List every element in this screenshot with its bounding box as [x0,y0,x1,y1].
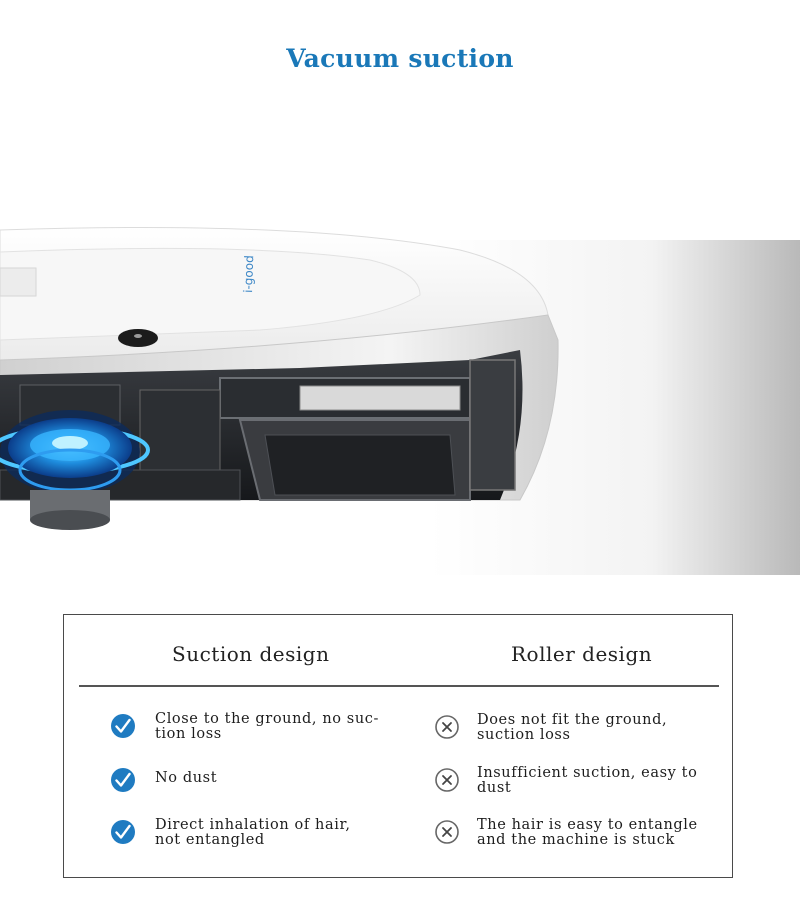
suction-point-text: Close to the ground, no suc- tion loss [155,711,380,742]
check-circle-icon [110,819,136,845]
suction-point [110,712,379,742]
suction-design-header: Suction design [172,642,330,666]
suction-point-text: Direct inhalation of hair, not entangled [155,817,351,848]
robot-vacuum-cutaway-image [0,200,800,580]
cross-circle-icon [434,714,460,740]
svg-text:i-good: i-good [241,255,257,294]
suction-point [110,818,351,848]
check-circle-icon [110,713,136,739]
header-divider [79,685,719,687]
roller-design-header: Roller design [511,642,653,666]
comparison-table [63,614,733,878]
roller-point-text: The hair is easy to entangle and the machine is stuck [477,817,698,848]
cross-circle-icon [434,819,460,845]
roller-point [434,766,697,796]
roller-point [434,713,667,743]
check-circle-icon [110,767,136,793]
cross-circle-icon [434,767,460,793]
roller-point-text: Insufficient suction, easy to dust [477,765,698,796]
page-title: Vacuum suction [286,44,514,73]
roller-point-text: Does not fit the ground, suction loss [477,712,668,743]
suction-point [110,766,217,793]
roller-point [434,818,698,848]
suction-point-text: No dust [155,770,218,786]
